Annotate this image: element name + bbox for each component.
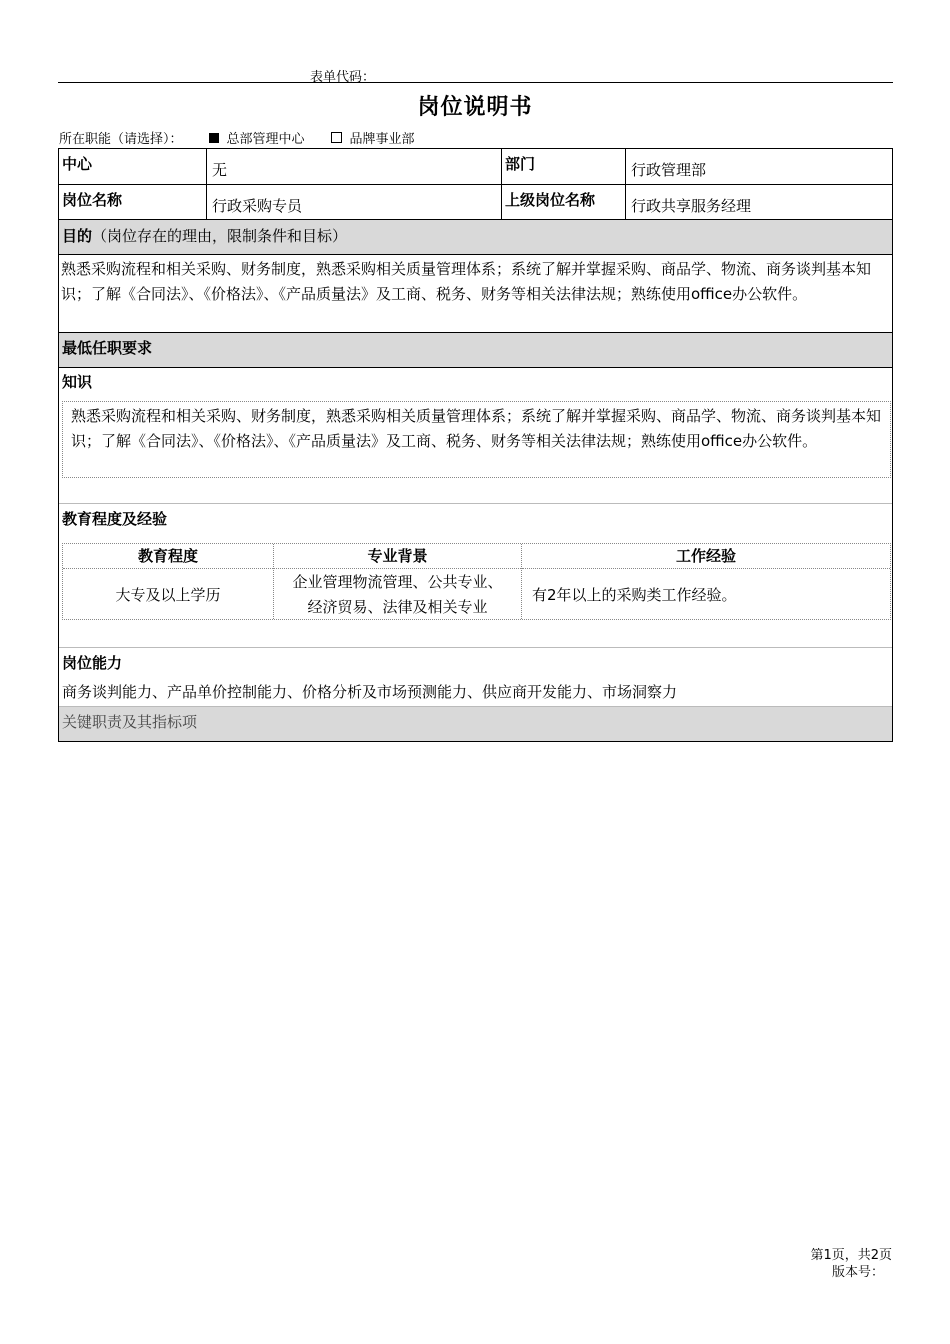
form-code-label: 表单代码： bbox=[310, 70, 376, 85]
department-value: 行政管理部 bbox=[631, 161, 707, 179]
knowledge-label: 知识 bbox=[62, 373, 93, 391]
center-value: 无 bbox=[207, 149, 502, 184]
education-header: 教育程度 bbox=[63, 544, 273, 569]
experience-column bbox=[522, 544, 890, 619]
function-option-label: 总部管理中心 bbox=[226, 132, 305, 147]
position-value: 行政采购专员 bbox=[207, 185, 502, 219]
education-value: 大专及以上学历 bbox=[115, 586, 221, 604]
experience-value: 有2年以上的采购类工作经验。 bbox=[532, 586, 737, 604]
ability-text: 商务谈判能力、产品单价控制能力、价格分析及市场预测能力、供应商开发能力、市场洞察力 bbox=[62, 683, 678, 701]
key-duties-header: 关键职责及其指标项 bbox=[59, 706, 892, 741]
superior-label: 上级岗位名称 bbox=[502, 185, 626, 219]
function-option-label: 品牌事业部 bbox=[349, 132, 415, 147]
version-label: 版本号： bbox=[831, 1265, 884, 1280]
function-option-hq[interactable] bbox=[209, 128, 305, 147]
superior-value: 行政共享服务经理 bbox=[631, 197, 752, 215]
purpose-label: 目的 bbox=[62, 227, 93, 245]
education-label: 教育程度及经验 bbox=[59, 503, 892, 541]
knowledge-text: 熟悉采购流程和相关采购、财务制度，熟悉采购相关质量管理体系；系统了解并掌握采购、商品学、物流、商务谈判基本知识；了解《合同法》、《价格法》、《产品质量法》及工商、税务、财务等相关法律法规；熟练使用office办公软件。 bbox=[62, 401, 891, 478]
major-header: 专业背景 bbox=[274, 544, 521, 569]
header-divider bbox=[58, 82, 893, 83]
education-column bbox=[63, 544, 274, 619]
major-line: 经济贸易、法律及相关专业 bbox=[307, 597, 488, 616]
checked-box-icon[interactable] bbox=[209, 133, 219, 143]
function-label: 所在职能（请选择）： bbox=[59, 132, 183, 147]
function-selector bbox=[59, 128, 415, 147]
education-table bbox=[62, 543, 891, 620]
purpose-label-note: （岗位存在的理由，限制条件和目标） bbox=[92, 227, 348, 245]
page-title: 岗位说明书 bbox=[417, 95, 533, 120]
ability-label: 岗位能力 bbox=[59, 647, 892, 677]
major-column bbox=[274, 544, 522, 619]
experience-header: 工作经验 bbox=[522, 544, 890, 569]
position-label: 岗位名称 bbox=[59, 185, 207, 219]
major-line: 企业管理物流管理、公共专业、 bbox=[292, 572, 503, 591]
department-label: 部门 bbox=[502, 149, 626, 184]
purpose-header bbox=[59, 220, 892, 255]
purpose-text: 熟悉采购流程和相关采购、财务制度，熟悉采购相关质量管理体系；系统了解并掌握采购、商品学、物流、商务谈判基本知识；了解《合同法》、《价格法》、《产品质量法》及工商、税务、财务等相关法律法规；熟练使用office办公软件。 bbox=[61, 260, 872, 303]
job-description-form bbox=[58, 148, 893, 742]
info-row-position bbox=[59, 185, 892, 220]
info-row-center bbox=[59, 149, 892, 185]
page-number: 第1页，共2页 bbox=[810, 1248, 892, 1263]
unchecked-box-icon[interactable] bbox=[331, 132, 342, 143]
major-value bbox=[274, 569, 521, 620]
requirements-header: 最低任职要求 bbox=[59, 332, 892, 368]
center-label: 中心 bbox=[59, 149, 207, 184]
function-option-brand[interactable] bbox=[331, 128, 415, 147]
